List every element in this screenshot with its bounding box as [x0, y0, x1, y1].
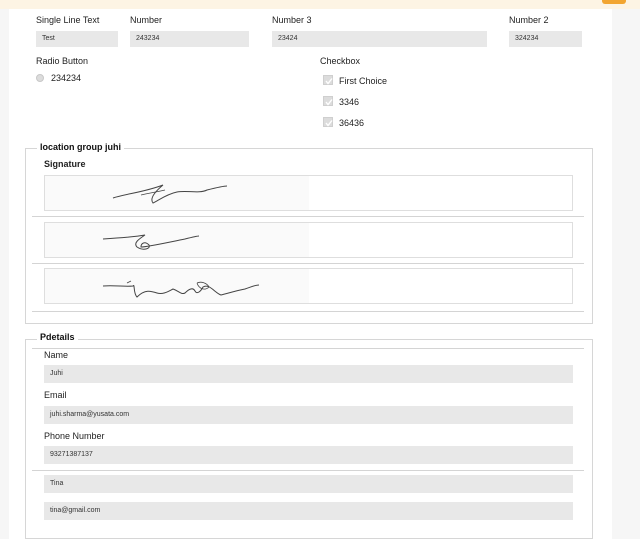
checkbox-36436[interactable]: [323, 117, 333, 127]
signature-divider: [32, 216, 584, 217]
number3-label: Number 3: [272, 15, 312, 25]
check-icon: [324, 76, 334, 86]
single-line-text-input[interactable]: Test: [36, 31, 118, 47]
signature-label: Signature: [44, 159, 86, 169]
signature-canvas[interactable]: [45, 269, 309, 303]
radio-option-label: 234234: [51, 73, 82, 83]
phone-number-label: Phone Number: [44, 431, 105, 441]
top-accent-tab[interactable]: [602, 0, 626, 4]
signature-divider: [32, 311, 584, 312]
single-line-text-label: Single Line Text: [36, 15, 100, 25]
checkbox-3346[interactable]: [323, 96, 333, 106]
pdetails-row-divider: [32, 470, 584, 471]
email-input-row-2[interactable]: tina@gmail.com: [44, 502, 573, 520]
signature-pad-3[interactable]: [44, 268, 573, 304]
number3-input[interactable]: 23424: [272, 31, 487, 47]
email-input[interactable]: juhi.sharma@yusata.com: [44, 406, 573, 424]
name-input[interactable]: Juhi: [44, 365, 573, 383]
checkbox-36436-label: 36436: [339, 118, 365, 128]
signature-pad-1[interactable]: [44, 175, 573, 211]
number-input[interactable]: 243234: [130, 31, 249, 47]
pdetails-top-divider: [32, 348, 584, 349]
signature-divider: [32, 263, 584, 264]
signature-canvas[interactable]: [45, 223, 309, 257]
radio-button-label: Radio Button: [36, 56, 89, 66]
radio-option-234234[interactable]: [36, 74, 44, 82]
check-icon: [324, 118, 334, 128]
email-label: Email: [44, 390, 67, 400]
signature-stroke: [45, 176, 309, 212]
checkbox-label: Checkbox: [320, 56, 361, 66]
number2-label: Number 2: [509, 15, 549, 25]
name-input-row-2[interactable]: Tina: [44, 475, 573, 493]
pdetails-title: Pdetails: [37, 332, 78, 342]
signature-pad-2[interactable]: [44, 222, 573, 258]
top-notification-bar: [0, 0, 640, 9]
checkbox-3346-label: 3346: [339, 97, 360, 107]
location-group-title: location group juhi: [37, 142, 124, 152]
phone-number-input[interactable]: 93271387137: [44, 446, 573, 464]
signature-stroke: [45, 223, 309, 259]
signature-stroke: [45, 269, 309, 305]
check-icon: [324, 97, 334, 107]
checkbox-first-choice[interactable]: [323, 75, 333, 85]
checkbox-first-choice-label: First Choice: [339, 76, 388, 86]
name-label: Name: [44, 350, 69, 360]
number2-input[interactable]: 324234: [509, 31, 582, 47]
signature-canvas[interactable]: [45, 176, 309, 210]
number-label: Number: [130, 15, 163, 25]
